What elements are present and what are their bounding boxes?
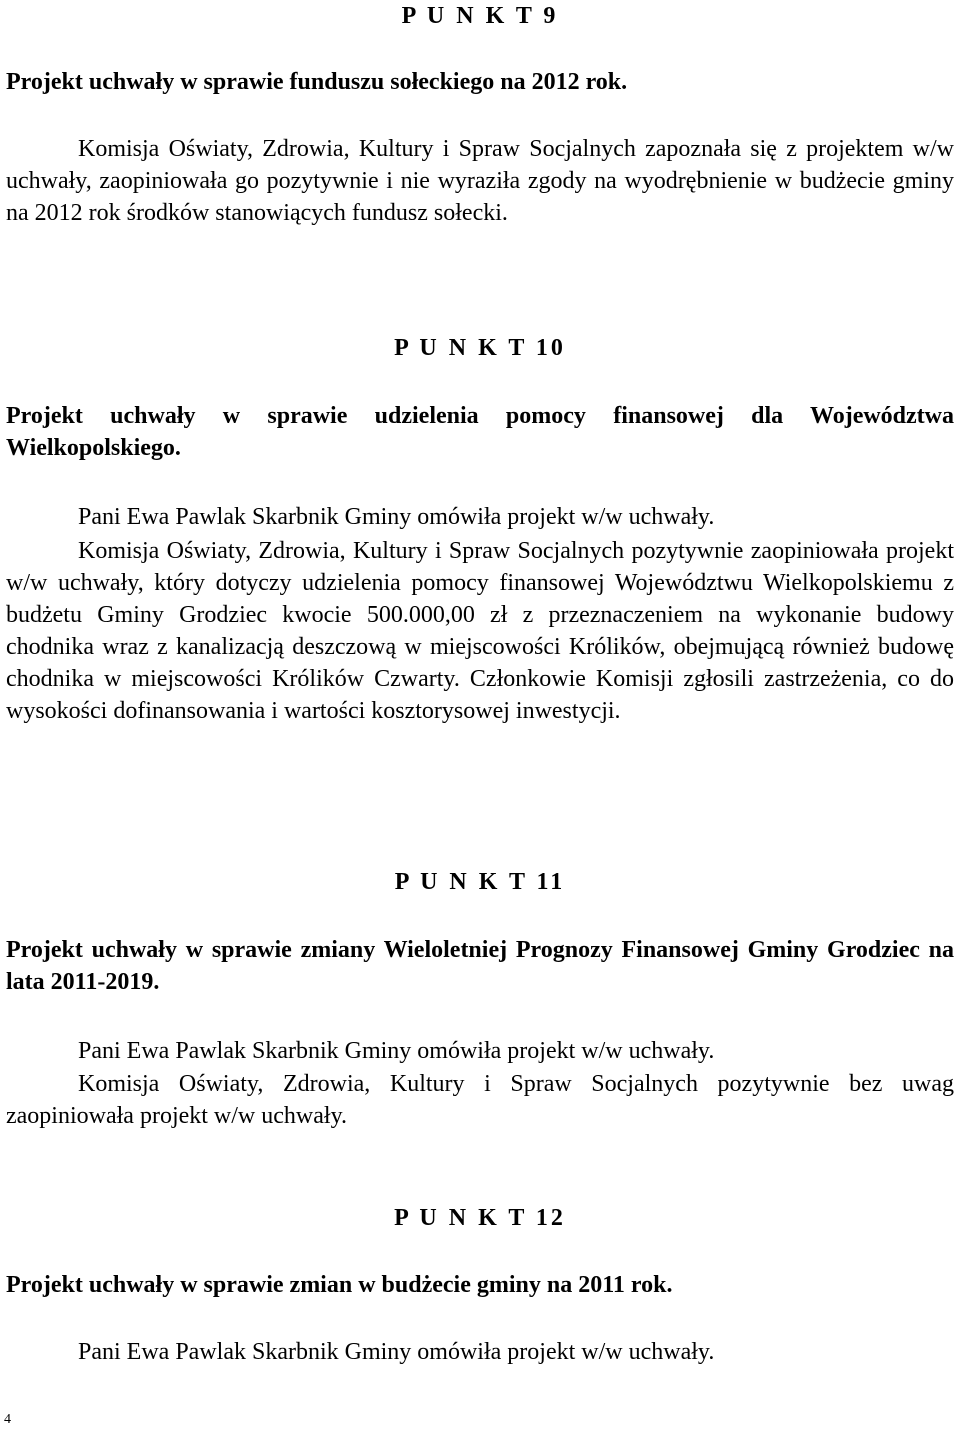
paragraph-punkt-11-opinion: Komisja Oświaty, Zdrowia, Kultury i Spraw Socjalnych pozytywnie bez uwag zaopiniowała projekt w/w uchwały. [6, 1071, 954, 1129]
section-title-punkt-12: Projekt uchwały w sprawie zmian w budżecie gminy na 2011 rok. [6, 1272, 673, 1298]
section-title-punkt-10: Projekt uchwały w sprawie udzielenia pomocy finansowej dla Województwa Wielkopolskiego. [6, 403, 954, 461]
paragraph-punkt-9: Komisja Oświaty, Zdrowia, Kultury i Spraw Socjalnych zapoznała się z projektem w/w uchwały, zaopiniowała go pozytywnie i nie wyraziła zgody na wyodrębnienie w budżecie gminy na 2012 rok środków stanowiących fundusz sołecki. [6, 136, 954, 226]
page-number: 4 [4, 1412, 11, 1427]
section-title-punkt-9: Projekt uchwały w sprawie funduszu sołeckiego na 2012 rok. [6, 69, 628, 95]
section-title-punkt-11: Projekt uchwały w sprawie zmiany Wieloletniej Prognozy Finansowej Gminy Grodziec na lata 2011-2019. [6, 937, 954, 995]
section-heading-punkt-10: P U N K T 10 [394, 335, 566, 361]
paragraph-punkt-10-presentation: Pani Ewa Pawlak Skarbnik Gminy omówiła projekt w/w uchwały. [78, 504, 715, 530]
section-heading-punkt-12: P U N K T 12 [394, 1205, 566, 1231]
paragraph-punkt-12-presentation: Pani Ewa Pawlak Skarbnik Gminy omówiła projekt w/w uchwały. [78, 1339, 715, 1365]
section-heading-punkt-9: P U N K T 9 [401, 3, 559, 29]
section-heading-punkt-11: P U N K T 11 [394, 869, 566, 895]
paragraph-punkt-11-presentation: Pani Ewa Pawlak Skarbnik Gminy omówiła projekt w/w uchwały. [78, 1038, 715, 1064]
paragraph-punkt-10-opinion: Komisja Oświaty, Zdrowia, Kultury i Spraw Socjalnych pozytywnie zaopiniowała projekt w/w uchwały, który dotyczy udzielenia pomocy finansowej Województwu Wielkopolskiemu z budżetu Gminy Grodziec kwocie 500.000,00 zł z przeznaczeniem na wykonanie budowy chodnika wraz z kanalizacją deszczową w miejscowości Królików, obejmującą również budowę chodnika w miejscowości Królików Czwarty. Członkowie Komisji zgłosili zastrzeżenia, co do wysokości dofinansowania i wartości kosztorysowej inwestycji. [6, 538, 954, 724]
